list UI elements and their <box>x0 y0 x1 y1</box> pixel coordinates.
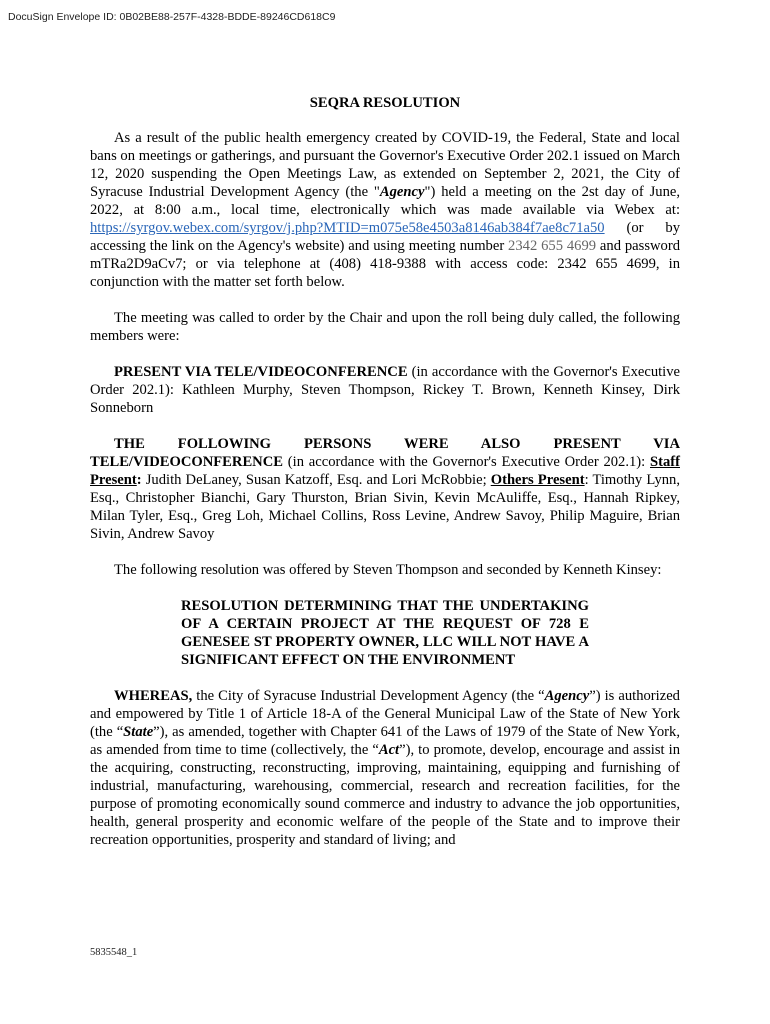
resolution-title: RESOLUTION DETERMINING THAT THE UNDERTAKING OF A CERTAIN PROJECT AT THE REQUEST OF 728 E GENESEE ST PROPERTY OWNER, LLC WILL NOT HAVE A SIGNIFICANT EFFECT ON THE ENVIRONMENT <box>181 598 589 668</box>
text: ”) is authorized and empowered by Title 1 of Article 18-A of the General Municipal Law of the State of New York (the “ <box>90 688 680 740</box>
whereas-label: WHEREAS, <box>114 688 193 704</box>
also-present-label: THE FOLLOWING PERSONS WERE ALSO PRESENT VIA TELE/VIDEOCONFERENCE <box>90 436 680 470</box>
text: : <box>136 472 142 488</box>
meeting-number: 2342 655 4699 <box>508 238 597 254</box>
text: and password mTRa2D9aCv7; or via telephone at (408) 418-9388 with access code: 2342 655 4699, in conjunction with the matter set forth below. <box>90 238 680 290</box>
text: Judith DeLaney, Susan Katzoff, Esq. and Lori McRobbie; <box>141 472 491 488</box>
paragraph-roll-call: The meeting was called to order by the Chair and upon the roll being duly called, the following members were: <box>90 310 680 344</box>
text: ") held a meeting on the 2st day of June, 2022, at 8:00 a.m., local time, electronically which was made available via Webex at: <box>90 184 680 218</box>
defined-term-agency: Agency <box>379 184 425 200</box>
others-present-label: Others Present <box>490 472 585 488</box>
defined-term-act: Act <box>378 742 400 758</box>
paragraph-present-members <box>90 363 680 417</box>
text: ”), as amended, together with Chapter 641 of the Laws of 1979 of the State of New York, as amended from time to time (collectively, the “ <box>90 724 680 758</box>
text: , the Federal, State and local bans on meetings or gatherings, and pursuant the Governor's Executive Order 202.1 issued on March 12, 2020 suspending the Open Meetings Law, as extended on September 2, 2021, the City of Syracuse Industrial Development Agency (the " <box>90 130 680 200</box>
text: (or by accessing the link on the Agency's website) and using meeting number <box>90 220 680 254</box>
document-footer-id: 5835548_1 <box>90 947 138 958</box>
paragraph-also-present <box>90 435 680 543</box>
text: the City of Syracuse Industrial Development Agency (the “ <box>192 688 545 704</box>
staff-present-label: Staff Present <box>90 454 680 488</box>
defined-term-agency: Agency <box>544 688 590 704</box>
paragraph-whereas <box>90 687 680 849</box>
paragraph-resolution-offered: The following resolution was offered by Steven Thompson and seconded by Kenneth Kinsey: <box>114 562 662 578</box>
text: As a result of the public health emergency created by COVID-19 <box>114 130 508 146</box>
text: (in accordance with the Governor's Executive Order 202.1): Kathleen Murphy, Steven Thompson, Rickey T. Brown, Kenneth Kinsey, Dirk Sonneborn <box>90 364 680 416</box>
text: (in accordance with the Governor's Executive Order 202.1): <box>283 454 650 470</box>
present-label: PRESENT VIA TELE/VIDEOCONFERENCE <box>114 364 408 380</box>
document-title: SEQRA RESOLUTION <box>309 95 461 111</box>
text: : Timothy Lynn, Esq., Christopher Bianchi, Gary Thurston, Brian Sivin, Kevin McAuliffe, Esq., Hannah Ripkey, Milan Tyler, Esq., Greg Loh, Michael Collins, Ross Levine, Andrew Savoy, Philip Maguire, Brian Sivin, Andrew Savoy <box>90 472 680 542</box>
paragraph-covid-meeting <box>90 129 680 291</box>
text: ”), to promote, develop, encourage and assist in the acquiring, constructing, reconstructing, improving, maintaining, equipping and furnishing of industrial, manufacturing, warehousing, commercial, research and recreation facilities, for the purpose of promoting economically sound commerce and industry to advance the job opportunities, health, general prosperity and economic welfare of the people of the State and to improve their recreation opportunities, prosperity and standard of living; and <box>90 742 680 848</box>
docusign-envelope-id: DocuSign Envelope ID: 0B02BE88-257F-4328-BDDE-89246CD618C9 <box>8 11 336 23</box>
document-page <box>90 94 680 849</box>
webex-link[interactable]: https://syrgov.webex.com/syrgov/j.php?MTID=m075e58e4503a8146ab384f7ae8c71a50 <box>90 220 605 236</box>
defined-term-state: State <box>123 724 154 740</box>
